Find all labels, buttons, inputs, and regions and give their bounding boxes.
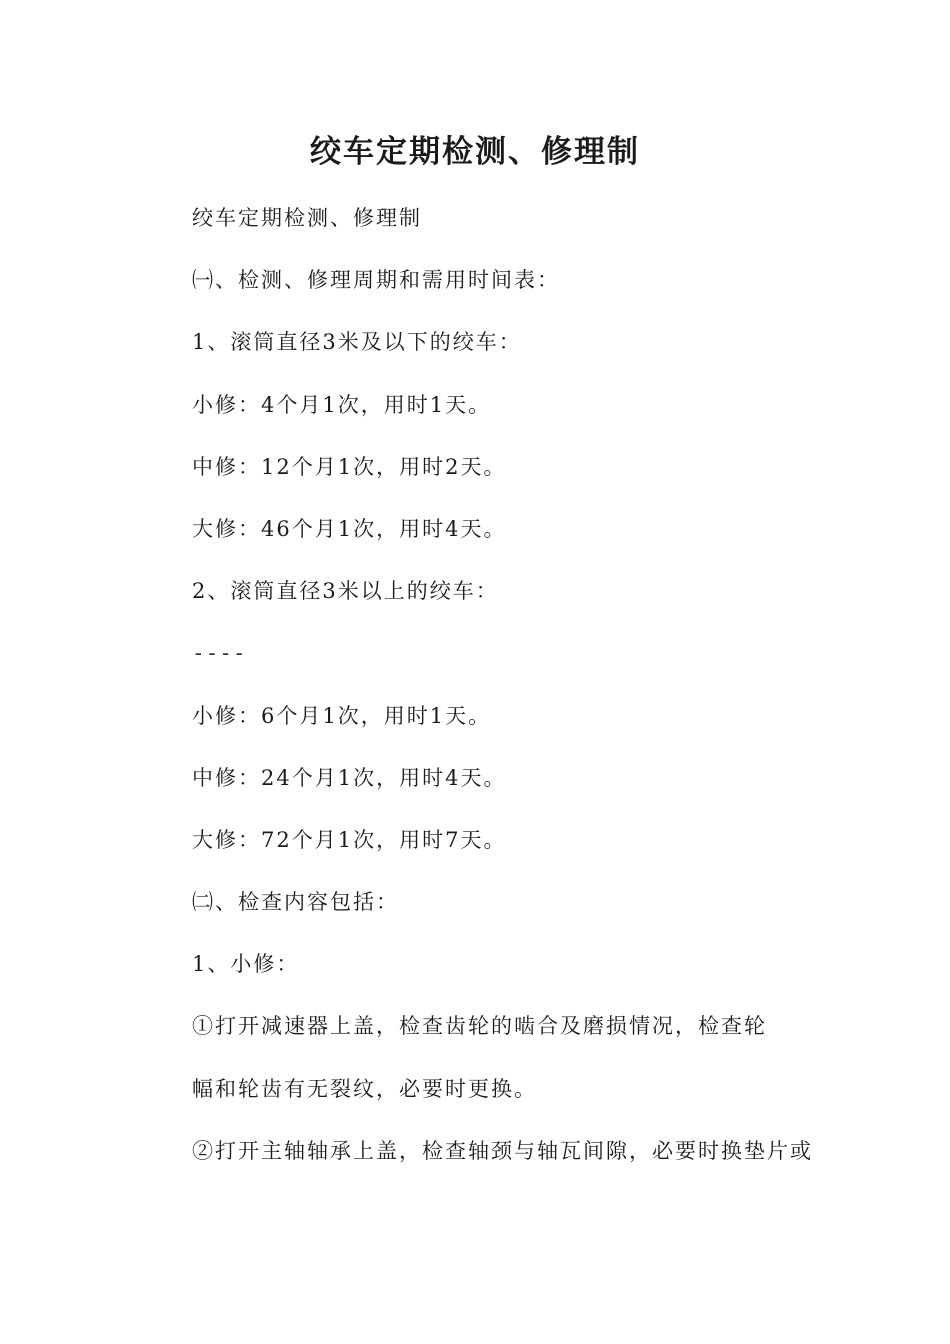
paragraph-medium-repair-2: 中修：24个月1次，用时4天。: [192, 765, 507, 790]
paragraph-minor-repair-heading: 1、小修：: [192, 952, 300, 977]
paragraph-major-repair-2: 大修：72个月1次，用时7天。: [192, 827, 507, 852]
document-title: 绞车定期检测、修理制: [310, 134, 640, 170]
paragraph-medium-repair-1: 中修：12个月1次，用时2天。: [192, 454, 507, 479]
paragraph-minor-repair-2: 小修：6个月1次，用时1天。: [192, 703, 492, 728]
paragraph-section-2: ㈡、检查内容包括：: [192, 890, 399, 915]
paragraph-step-2-line-1: ②打开主轴轴承上盖，检查轴颈与轴瓦间隙，必要时换垫片或: [192, 1138, 813, 1163]
paragraph-heading-repeat: 绞车定期检测、修理制: [192, 206, 422, 230]
paragraph-item-1: 1、滚筒直径3米及以下的绞车：: [192, 330, 522, 355]
paragraph-minor-repair-1: 小修：4个月1次，用时1天。: [192, 392, 492, 417]
document-body: [192, 196, 832, 1191]
paragraph-item-2: 2、滚筒直径3米以上的绞车：: [192, 579, 499, 604]
separator-dashes: ----: [192, 641, 247, 666]
paragraph-step-1-line-2: 幅和轮齿有无裂纹，必要时更换。: [192, 1076, 537, 1101]
paragraph-major-repair-1: 大修：46个月1次，用时4天。: [192, 516, 507, 541]
paragraph-step-1-line-1: ①打开减速器上盖，检查齿轮的啮合及磨损情况，检查轮: [192, 1014, 767, 1039]
paragraph-section-1: ㈠、检测、修理周期和需用时间表：: [192, 268, 560, 293]
